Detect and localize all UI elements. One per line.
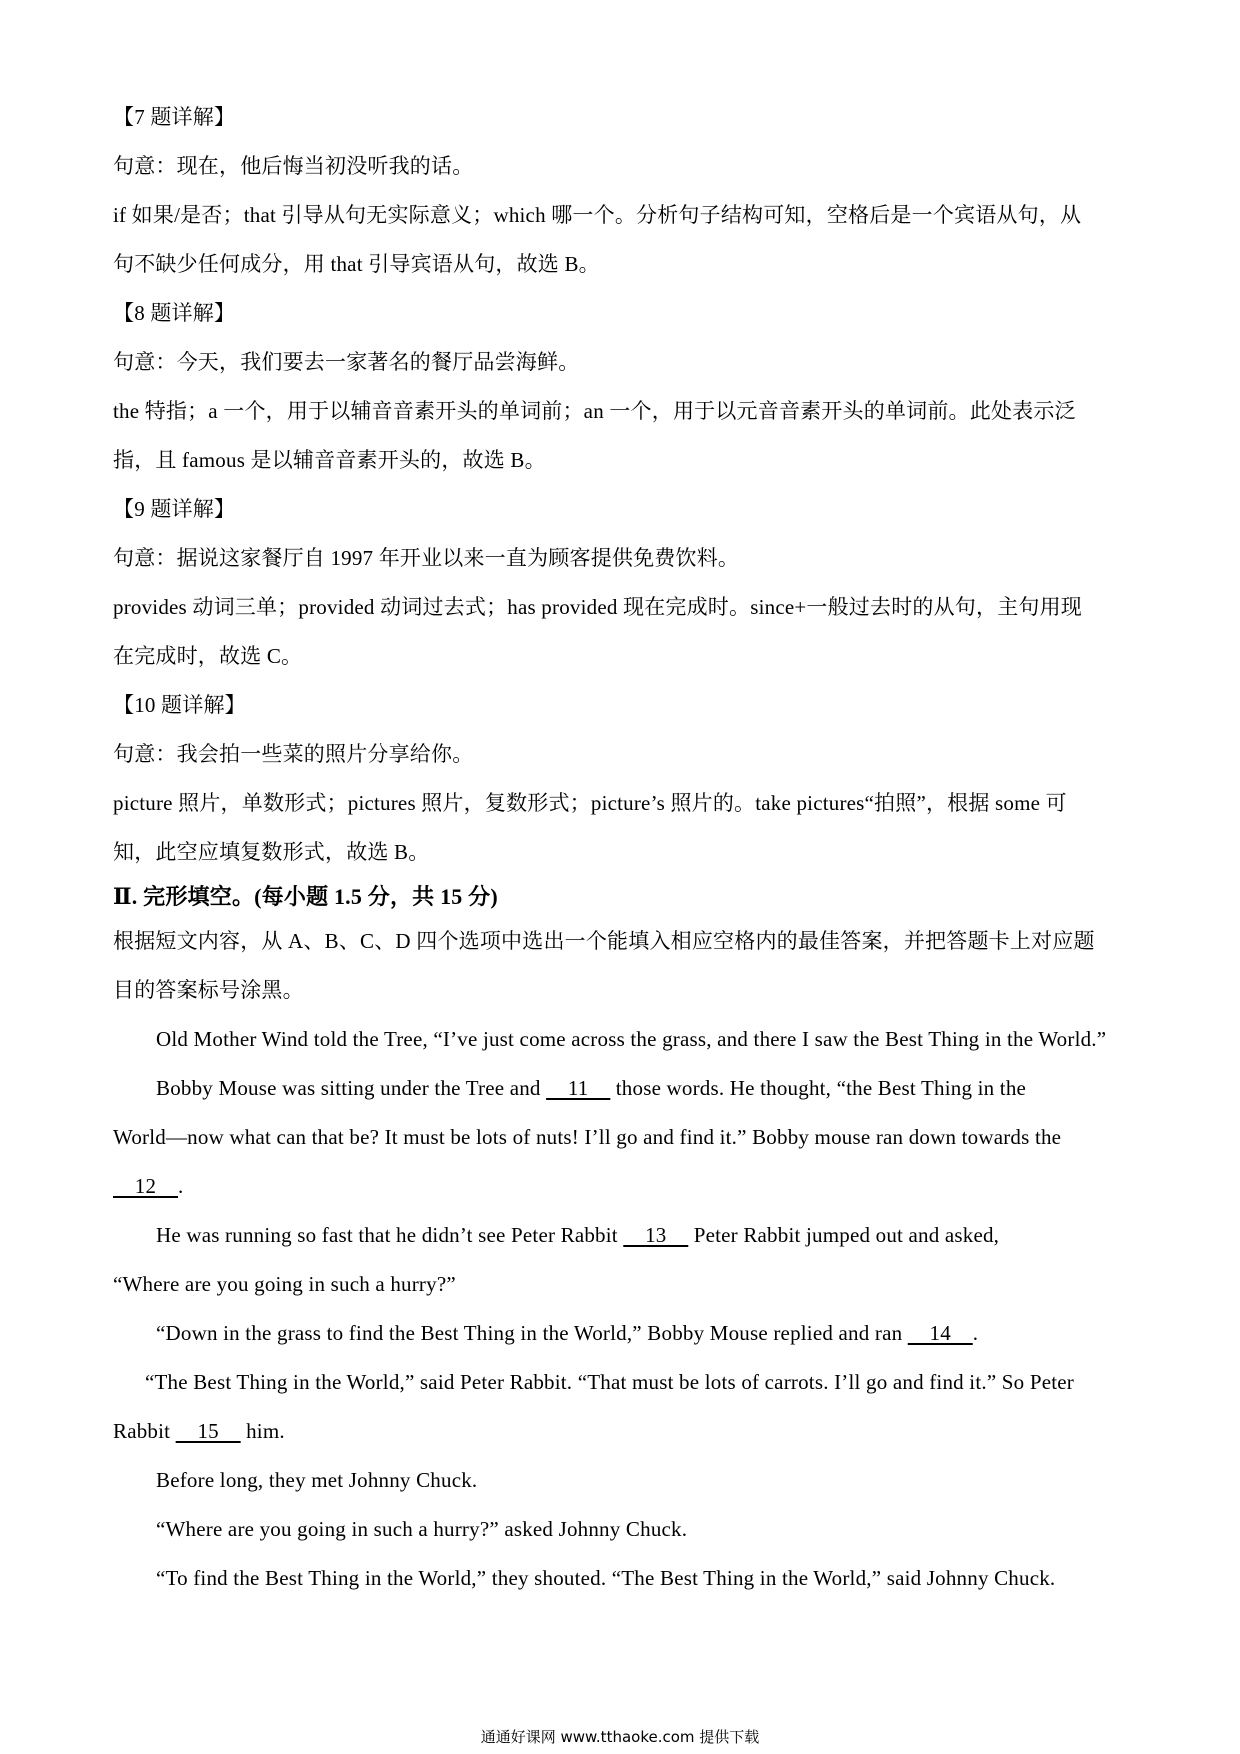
section-heading: Ⅱ. 完形填空。(每小题 1.5 分，共 15 分) <box>113 884 498 909</box>
blank-15: 15 <box>175 1419 241 1443</box>
passage-paragraph-1: Old Mother Wind told the Tree, “I’ve just come across the grass, and there I saw the Best Thing in the World.” <box>156 1027 1107 1051</box>
passage-text: Peter Rabbit jumped out and asked, <box>688 1223 1000 1247</box>
q10-analysis-line2: 知，此空应填复数形式，故选 B。 <box>113 840 430 864</box>
passage-text: Bobby Mouse was sitting under the Tree and <box>156 1076 547 1100</box>
passage-paragraph-4 <box>156 1319 978 1347</box>
passage-text: Rabbit <box>113 1419 176 1443</box>
passage-paragraph-6: Before long, they met Johnny Chuck. <box>156 1468 478 1492</box>
q7-meaning: 句意：现在，他后悔当初没听我的话。 <box>113 154 474 178</box>
page-footer: 通通好课网 www.tthaoke.com 提供下载 <box>480 1728 760 1746</box>
passage-text: He was running so fast that he didn’t see Peter Rabbit <box>156 1223 624 1247</box>
q7-title: 【7 题详解】 <box>113 105 236 129</box>
q9-meaning: 句意：据说这家餐厅自 1997 年开业以来一直为顾客提供免费饮料。 <box>113 546 740 570</box>
passage-paragraph-2-line2: World—now what can that be? It must be lots of nuts! I’ll go and find it.” Bobby mouse ran down towards the <box>113 1125 1062 1149</box>
passage-paragraph-5: “The Best Thing in the World,” said Peter Rabbit. “That must be lots of carrots. I’ll go and find it.” So Peter <box>145 1370 1074 1394</box>
passage-paragraph-7: “Where are you going in such a hurry?” asked Johnny Chuck. <box>156 1517 688 1541</box>
blank-14: 14 <box>907 1321 973 1345</box>
q9-title: 【9 题详解】 <box>113 497 236 521</box>
section-instruction-line1: 根据短文内容，从 A、B、C、D 四个选项中选出一个能填入相应空格内的最佳答案，并把答题卡上对应题 <box>113 929 1095 953</box>
passage-paragraph-3-line2: “Where are you going in such a hurry?” <box>113 1272 456 1296</box>
passage-paragraph-8: “To find the Best Thing in the World,” they shouted. “The Best Thing in the World,” said Johnny Chuck. <box>156 1566 1056 1590</box>
q9-analysis-line2: 在完成时，故选 C。 <box>113 644 303 668</box>
q10-title: 【10 题详解】 <box>113 693 246 717</box>
passage-paragraph-5-line2 <box>113 1417 285 1445</box>
passage-text: him. <box>240 1419 285 1443</box>
section-instruction-line2: 目的答案标号涂黑。 <box>113 978 304 1002</box>
passage-paragraph-2 <box>156 1074 1026 1102</box>
blank-11: 11 <box>546 1076 611 1100</box>
q8-analysis-line2: 指，且 famous 是以辅音音素开头的，故选 B。 <box>113 448 546 472</box>
q10-analysis-line1: picture 照片，单数形式；pictures 照片，复数形式；picture’s 照片的。take pictures“拍照”，根据 some 可 <box>113 791 1067 815</box>
blank-12: 12 <box>113 1174 178 1198</box>
passage-text: . <box>972 1321 979 1345</box>
q9-analysis-line1: provides 动词三单；provided 动词过去式；has provided 现在完成时。since+一般过去时的从句，主句用现 <box>113 595 1082 619</box>
q10-meaning: 句意：我会拍一些菜的照片分享给你。 <box>113 742 474 766</box>
q8-meaning: 句意：今天，我们要去一家著名的餐厅品尝海鲜。 <box>113 350 580 374</box>
passage-text: . <box>178 1174 184 1198</box>
q8-title: 【8 题详解】 <box>113 301 236 325</box>
q7-analysis-line2: 句不缺少任何成分，用 that 引导宾语从句，故选 B。 <box>113 252 600 276</box>
passage-text: “Down in the grass to find the Best Thing in the World,” Bobby Mouse replied and ran <box>156 1321 908 1345</box>
passage-paragraph-2-line3 <box>113 1172 183 1200</box>
passage-text: those words. He thought, “the Best Thing in the <box>610 1076 1027 1100</box>
passage-paragraph-3 <box>156 1221 999 1249</box>
blank-13: 13 <box>623 1223 689 1247</box>
q8-analysis-line1: the 特指；a 一个，用于以辅音音素开头的单词前；an 一个，用于以元音音素开头的单词前。此处表示泛 <box>113 399 1076 423</box>
q7-analysis-line1: if 如果/是否；that 引导从句无实际意义；which 哪一个。分析句子结构可知，空格后是一个宾语从句，从 <box>113 203 1082 227</box>
